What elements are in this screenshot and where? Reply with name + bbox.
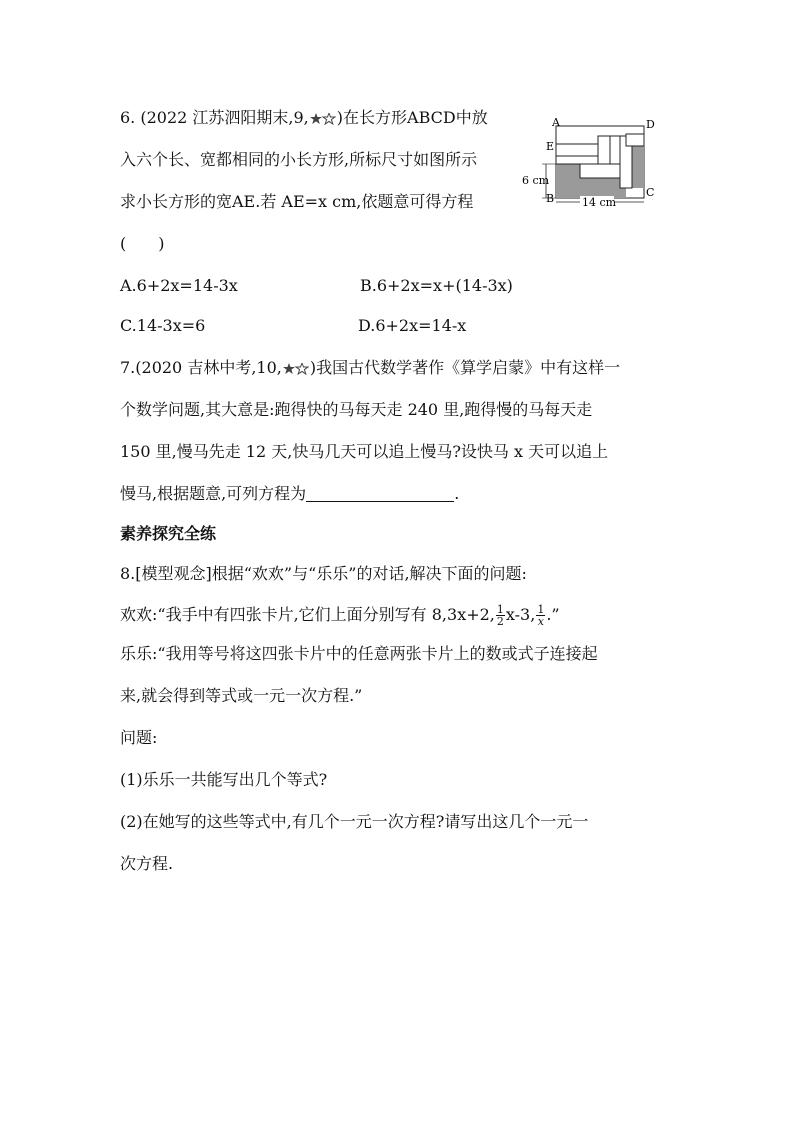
q6-source: 6. (2022 江苏泗阳期末,9, bbox=[120, 108, 309, 127]
q8-question-2-cont: 次方程. bbox=[120, 854, 174, 873]
q7-text: )我国古代数学著作《算学启蒙》中有这样一 bbox=[309, 358, 621, 377]
label-e: E bbox=[546, 140, 555, 153]
q8-question-1: (1)乐乐一共能写出几个等式? bbox=[120, 770, 328, 789]
difficulty-stars-icon bbox=[283, 363, 309, 375]
q7-line-4-text: 慢马,根据题意,可列方程为 bbox=[120, 484, 307, 503]
q6-line-2: 入六个长、宽都相同的小长方形,所标尺寸如图所示 bbox=[120, 150, 478, 169]
q7-line-4-end: . bbox=[454, 484, 460, 503]
difficulty-stars-icon bbox=[310, 113, 336, 125]
q8-line-3: 乐乐:“我用等号将这四张卡片中的任意两张卡片上的数或式子连接起 bbox=[120, 644, 598, 663]
label-a: A bbox=[552, 116, 560, 129]
q7-line-4 bbox=[120, 484, 459, 504]
section-heading: 素养探究全练 bbox=[120, 524, 217, 543]
fraction-one-half bbox=[496, 604, 505, 627]
q8-line-4: 来,就会得到等式或一元一次方程.” bbox=[120, 686, 363, 705]
rectangle-figure bbox=[522, 116, 662, 210]
q7-line-3: 150 里,慢马先走 12 天,快马几天可以追上慢马?设快马 x 天可以追上 bbox=[120, 442, 609, 461]
fraction-one-over-x bbox=[536, 604, 545, 627]
q6-option-b: B.6+2x=x+(14-3x) bbox=[360, 276, 513, 295]
label-c: C bbox=[646, 186, 655, 199]
frac1-numerator: 1 bbox=[496, 603, 504, 616]
q8-line-2-mid: x-3, bbox=[505, 605, 536, 624]
q8-line-2 bbox=[120, 604, 560, 627]
label-b: B bbox=[546, 192, 555, 205]
label-d: D bbox=[646, 118, 655, 131]
q7-source: 7.(2020 吉林中考,10, bbox=[120, 358, 282, 377]
frac2-denominator: x bbox=[537, 615, 544, 628]
q6-answer-paren: ( ) bbox=[120, 234, 165, 253]
q7-line-2: 个数学问题,其大意是:跑得快的马每天走 240 里,跑得慢的马每天走 bbox=[120, 400, 593, 419]
frac1-denominator: 2 bbox=[496, 615, 504, 628]
q8-line-5: 问题: bbox=[120, 728, 158, 747]
q8-line-1: 8.[模型观念]根据“欢欢”与“乐乐”的对话,解决下面的问题: bbox=[120, 564, 527, 583]
q6-text: )在长方形ABCD中放 bbox=[336, 108, 488, 127]
q8-line-2-end: .” bbox=[546, 605, 560, 624]
answer-blank[interactable] bbox=[306, 485, 454, 502]
q7-line-1 bbox=[120, 358, 620, 378]
q8-line-2-text: 欢欢:“我手中有四张卡片,它们上面分别写有 8,3x+2, bbox=[120, 605, 495, 624]
q8-question-2: (2)在她写的这些等式中,有几个一元一次方程?请写出这几个一元一 bbox=[120, 812, 589, 831]
q6-option-a: A.6+2x=14-3x bbox=[120, 276, 238, 295]
dim-height: 6 cm bbox=[522, 174, 550, 187]
q6-line-1 bbox=[120, 108, 488, 128]
frac2-numerator: 1 bbox=[537, 603, 545, 616]
q6-line-3: 求小长方形的宽AE.若 AE=x cm,依题意可得方程 bbox=[120, 192, 474, 211]
q6-option-c: C.14-3x=6 bbox=[120, 316, 206, 335]
dim-width: 14 cm bbox=[582, 196, 617, 209]
q6-option-d: D.6+2x=14-x bbox=[358, 316, 467, 335]
